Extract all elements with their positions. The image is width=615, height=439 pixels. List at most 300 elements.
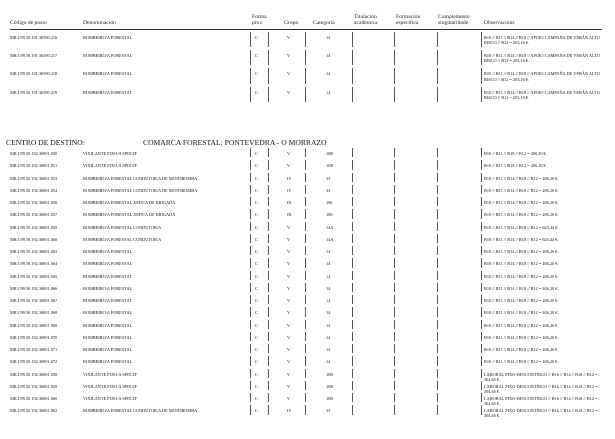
column-separator [394,222,395,231]
cell-categoria: 14A [326,236,334,242]
cell-denominacion: BOMBEIRO/A FORESTAL [83,71,133,77]
col-header-observacions: Observacións [484,20,515,26]
cell-categoria: 33 [326,187,331,193]
cell-observacions: B10 // B11 // B18 // B12 = 406,20 €. [484,163,547,169]
column-separator [352,344,353,353]
column-separator [352,148,353,157]
column-separator [250,185,251,194]
column-separator [268,356,269,365]
cell-forma-prov: C [255,383,258,389]
column-separator [437,197,438,206]
cell-observacions: B10 // B11 // B14 // B18 // B12 = 406,20 €. [484,285,559,291]
cell-codigo: MR.C99.50.192.36801.068 [10,310,58,316]
column-separator [268,258,269,267]
cell-categoria: 33 [326,408,331,414]
cell-observacions: LABORAL FIXO-DESCONTINUO // B16 // B14 // B18 // B12 = 304,65 €. [484,396,598,407]
cell-codigo: MR.C99.50.192.36801.050 [10,151,58,156]
column-separator [394,68,395,83]
cell-forma-prov: C [255,224,258,230]
cell-forma-prov: C [255,408,258,414]
column-separator [352,369,353,378]
cell-forma-prov: C [255,71,258,77]
cell-codigo: MR.C99.50.192.36801.063 [10,249,58,254]
col-header-titulacion: Titulación académica [354,14,378,27]
column-separator [352,393,353,402]
column-separator [394,344,395,353]
cell-codigo: MR.C99.50.192.36801.072 [10,359,58,365]
column-separator [437,356,438,365]
col-header-denominacion: Denominación [83,20,116,26]
column-separator [268,160,269,169]
cell-denominacion: BOMBEIRO/A FORESTAL [83,53,133,59]
cell-grupo: V [287,151,291,156]
cell-observacions: B10 // B11 // B14 // B18 // APOIO CAMPAÑA DE VERÁN ALTO RISCO // B12 = 203,16 €. [484,53,600,64]
column-separator [305,246,306,255]
column-separator [305,173,306,182]
cell-forma-prov: C [255,359,258,365]
col-header-codigo: Código de posto [10,20,47,26]
cell-forma-prov: C [255,322,258,328]
column-separator [268,209,269,218]
cell-observacions: LABORAL FIXO-DESCONTINUO // B16 // B14 // B18 // B12 = 304,65 €. [484,371,598,382]
cell-forma-prov: C [255,151,258,156]
col-header-complemento: Complemento singularidade [438,14,470,27]
column-separator [268,173,269,182]
cell-observacions: B10 // B11 // B18 // B12 = 406,20 €. [484,151,547,156]
column-separator [481,68,482,83]
cell-observacions: B10 // B11 // B14 // B18 // B12 = 623,44 €. [484,224,559,230]
column-separator [437,160,438,169]
column-separator [268,68,269,83]
cell-grupo: V [287,298,291,303]
cell-forma-prov: C [255,396,258,401]
cell-codigo: MR.C99.50.192.36801.064 [10,261,58,267]
column-separator [305,209,306,218]
cell-observacions: B10 // B11 // B14 // B18 // B12 = 406,20 €. [484,200,559,205]
column-separator [305,87,306,102]
column-separator [305,258,306,267]
column-separator [268,87,269,102]
column-separator [352,50,353,65]
cell-codigo: MR.C99.50.192.36801.066 [10,285,58,291]
column-separator [268,246,269,255]
column-separator [352,68,353,83]
column-separator [250,283,251,292]
cell-grupo: III [287,212,292,218]
cell-observacions: B10 // B11 // B14 // B18 // B12 = 406,20 €. [484,187,559,193]
column-separator [437,185,438,194]
column-separator [437,332,438,341]
cell-categoria: 106 [326,200,333,205]
column-separator [481,209,482,218]
column-separator [268,369,269,378]
cell-grupo: V [287,359,291,365]
column-separator [437,393,438,402]
cell-grupo: V [287,371,291,377]
column-separator [352,356,353,365]
column-separator [268,283,269,292]
column-separator [268,381,269,390]
column-separator [268,50,269,65]
cell-grupo: V [287,163,291,169]
cell-denominacion: VIXILANTE FIXO/A SPDCIF [83,371,137,377]
column-separator [305,32,306,47]
cell-denominacion: BOMBEIRO/A FORESTAL [83,261,133,267]
cell-codigo: MR.C99.50.192.36801.054 [10,187,58,193]
cell-forma-prov: C [255,371,258,377]
column-separator [250,258,251,267]
cell-categoria: 106 [326,212,333,218]
column-separator [268,295,269,304]
cell-forma-prov: C [255,175,258,181]
column-separator [481,32,482,47]
column-separator [481,271,482,280]
cell-codigo: MR.C99.50.192.36801.059 [10,224,58,230]
cell-denominacion: BOMBEIRO/A FORESTAL [83,310,133,316]
cell-denominacion: BOMBEIRO/A FORESTAL [83,347,133,352]
column-separator [352,258,353,267]
cell-forma-prov: C [255,187,258,193]
column-separator [250,234,251,243]
cell-categoria: 10B [326,163,334,169]
column-separator [437,295,438,304]
column-separator [481,173,482,182]
column-separator [481,393,482,402]
column-separator [305,148,306,157]
cell-grupo: V [287,89,291,95]
cell-grupo: V [287,347,291,352]
cell-codigo: MR.C99.50.192.36801.060 [10,396,58,401]
cell-observacions: B10 // B11 // B14 // B18 // B12 = 406,20 €. [484,310,559,316]
cell-forma-prov: C [255,236,258,242]
col-header-forma-prov: Forma prov. [252,14,267,27]
column-separator [250,32,251,47]
column-separator [352,32,353,47]
column-separator [250,356,251,365]
column-separator [352,197,353,206]
column-separator [352,160,353,169]
column-separator [437,222,438,231]
column-separator [481,185,482,194]
cell-denominacion: BOMBEIRO/A FORESTAL XEFE/A DE BRIGADA [83,212,176,218]
column-separator [305,356,306,365]
column-separator [437,173,438,182]
cell-observacions: B10 // B11 // B14 // B18 // B12 = 623,44 €. [484,236,559,242]
cell-codigo: MR.C99.50.192.36801.057 [10,212,58,218]
cell-observacions: B10 // B11 // B14 // B18 // APOIO CAMPAÑA DE VERÁN ALTO RISCO // B12 = 203,16 €. [484,89,600,100]
cell-codigo: MR.C99.50.192.36801.069 [10,322,58,328]
column-separator [250,160,251,169]
cell-codigo: MR.C99.50.192.36801.067 [10,298,58,303]
cell-denominacion: BOMBEIRO/A FORESTAL [83,89,133,95]
column-separator [437,234,438,243]
cell-categoria: 14 [326,334,331,340]
cell-grupo: V [287,322,291,328]
column-separator [352,332,353,341]
cell-observacions: B10 // B11 // B14 // B18 // B12 = 406,20 €. [484,249,559,254]
column-separator [250,405,251,414]
cell-denominacion: BOMBEIRO/A FORESTAL CONDUTOR/A DE MOTOBOMBA [83,187,198,193]
cell-categoria: 14 [326,285,331,291]
column-separator [394,258,395,267]
column-separator [250,320,251,329]
cell-observacions: B10 // B11 // B14 // B18 // B12 = 406,20 €. [484,347,559,352]
column-separator [394,320,395,329]
column-separator [481,332,482,341]
column-separator [481,148,482,157]
column-separator [394,369,395,378]
cell-grupo: V [287,53,291,59]
column-separator [352,405,353,414]
cell-observacions: B10 // B11 // B14 // B18 // B12 = 406,20 €. [484,175,559,181]
cell-observacions: B10 // B11 // B14 // B18 // APOIO CAMPAÑA DE VERÁN ALTO RISCO // B12 = 203,16 €. [484,71,600,82]
column-separator [250,197,251,206]
cell-grupo: V [287,224,291,230]
column-separator [481,234,482,243]
cell-denominacion: VIXILANTE FIXO/A SPDCIF [83,383,137,389]
column-separator [352,320,353,329]
column-separator [394,246,395,255]
cell-grupo: V [287,261,291,267]
cell-forma-prov: C [255,298,258,303]
cell-forma-prov: C [255,200,258,205]
column-separator [305,344,306,353]
cell-codigo: MR.C99.50.191.36590.219 [10,89,58,95]
column-separator [437,246,438,255]
cell-denominacion: BOMBEIRO/A FORESTAL [83,359,133,365]
cell-observacions: LABORAL FIXO-DESCONTINUO // B16 // B14 // B18 // B12 = 304,65 €. [484,383,598,394]
cell-categoria: 14 [326,347,331,352]
cell-categoria: 14 [326,310,331,316]
cell-forma-prov: C [255,163,258,169]
cell-denominacion: BOMBEIRO/A FORESTAL CONDUTOR/A DE MOTOBOMBA [83,408,198,414]
column-separator [305,160,306,169]
column-separator [305,405,306,414]
cell-grupo: V [287,71,291,77]
cell-denominacion: BOMBEIRO/A FORESTAL CONDUTOR/A DE MOTOBOMBA [83,175,198,181]
column-separator [352,307,353,316]
column-separator [305,68,306,83]
cell-observacions: LABORAL FIXO-DESCONTINUO // B16 // B14 // B18 // B12 = 304,65 €. [484,408,598,419]
column-separator [268,197,269,206]
cell-denominacion: BOMBEIRO/A FORESTAL [83,298,133,303]
cell-forma-prov: C [255,249,258,254]
column-separator [305,185,306,194]
column-separator [268,234,269,243]
column-separator [268,320,269,329]
column-separator [250,295,251,304]
col-header-grupo: Grupo [284,20,299,26]
column-separator [394,160,395,169]
column-separator [305,381,306,390]
column-separator [394,405,395,414]
cell-codigo: MR.C99.50.192.36801.053 [10,175,58,181]
cell-grupo: V [287,310,291,316]
cell-observacions: B10 // B11 // B14 // B18 // APOIO CAMPAÑA DE VERÁN ALTO RISCO // B12 = 203,16 €. [484,35,600,46]
cell-observacions: B10 // B11 // B14 // B18 // B12 = 406,20 €. [484,334,559,340]
column-separator [437,307,438,316]
section-value: COMARCA FORESTAL: PONTEVEDRA - O MORRAZO [143,138,327,147]
column-separator [437,283,438,292]
cell-forma-prov: C [255,261,258,267]
column-separator [305,197,306,206]
column-separator [352,381,353,390]
cell-grupo: V [287,35,291,40]
cell-denominacion: BOMBEIRO/A FORESTAL CONDUTOR/A [83,236,162,242]
column-separator [250,148,251,157]
column-separator [305,332,306,341]
column-separator [481,160,482,169]
column-separator [394,381,395,390]
column-separator [352,185,353,194]
cell-forma-prov: C [255,89,258,95]
column-separator [394,234,395,243]
cell-grupo: V [287,334,291,340]
column-separator [394,197,395,206]
cell-forma-prov: C [255,334,258,340]
cell-codigo: MR.C99.50.192.36801.065 [10,273,58,279]
column-separator [305,50,306,65]
column-separator [352,87,353,102]
cell-observacions: B10 // B11 // B14 // B18 // B12 = 406,20 €. [484,322,559,328]
column-separator [437,369,438,378]
cell-forma-prov: C [255,273,258,279]
column-separator [481,87,482,102]
cell-codigo: MR.C99.50.192.36801.070 [10,334,58,340]
cell-forma-prov: C [255,285,258,291]
column-separator [305,320,306,329]
column-separator [481,307,482,316]
column-separator [481,369,482,378]
cell-categoria: 33 [326,175,331,181]
cell-codigo: MR.C99.50.192.36801.062 [10,408,58,414]
column-separator [268,32,269,47]
cell-grupo: V [287,396,291,401]
column-separator [437,209,438,218]
column-separator [437,320,438,329]
column-separator [481,344,482,353]
cell-codigo: MR.C99.50.192.36801.051 [10,163,58,169]
cell-codigo: MR.C99.50.191.36590.216 [10,35,58,40]
column-separator [268,222,269,231]
column-separator [481,295,482,304]
cell-denominacion: VIXILANTE FIXO/A SPDCIF [83,163,137,169]
cell-categoria: 14 [326,273,331,279]
column-separator [481,320,482,329]
column-separator [305,234,306,243]
cell-categoria: 14 [326,35,331,40]
cell-codigo: MR.C99.50.191.36590.217 [10,53,58,59]
column-separator [268,148,269,157]
cell-denominacion: VIXILANTE FIXO/A SPDCIF [83,151,137,156]
cell-categoria: 10B [326,371,334,377]
cell-categoria: 14 [326,298,331,303]
cell-grupo: IV [287,175,292,181]
cell-categoria: 14 [326,261,331,267]
column-separator [394,307,395,316]
cell-categoria: 14 [326,71,331,77]
col-header-categoria: Categoría [313,20,335,26]
cell-grupo: V [287,285,291,291]
column-separator [352,271,353,280]
column-separator [437,405,438,414]
cell-denominacion: BOMBEIRO/A FORESTAL [83,249,133,254]
column-separator [394,50,395,65]
column-separator [437,381,438,390]
column-separator [437,32,438,47]
column-separator [250,381,251,390]
cell-grupo: V [287,273,291,279]
column-separator [394,393,395,402]
column-separator [481,405,482,414]
column-separator [250,332,251,341]
cell-forma-prov: C [255,53,258,59]
column-separator [481,50,482,65]
column-separator [394,283,395,292]
column-separator [394,209,395,218]
column-separator [268,307,269,316]
cell-denominacion: VIXILANTE FIXO/A SPDCIF [83,396,137,401]
column-separator [394,332,395,341]
column-separator [437,50,438,65]
cell-observacions: B10 // B11 // B14 // B18 // B12 = 406,20 €. [484,298,559,303]
cell-categoria: 14 [326,89,331,95]
column-separator [250,246,251,255]
column-separator [352,173,353,182]
column-separator [305,283,306,292]
col-header-formacion: Formación específica [396,14,421,27]
cell-denominacion: BOMBEIRO/A FORESTAL [83,273,133,279]
column-separator [268,332,269,341]
cell-grupo: V [287,249,291,254]
column-separator [352,234,353,243]
column-separator [250,307,251,316]
cell-codigo: MR.C99.50.192.36801.056 [10,200,58,205]
column-separator [481,197,482,206]
column-separator [394,356,395,365]
column-separator [481,356,482,365]
column-separator [481,222,482,231]
column-separator [437,271,438,280]
column-separator [268,405,269,414]
column-separator [268,344,269,353]
cell-categoria: 14 [326,53,331,59]
column-separator [437,68,438,83]
cell-forma-prov: C [255,212,258,218]
cell-observacions: B10 // B11 // B14 // B18 // B12 = 406,20 €. [484,261,559,267]
cell-forma-prov: C [255,35,258,40]
column-separator [268,185,269,194]
cell-denominacion: BOMBEIRO/A FORESTAL [83,334,133,340]
cell-forma-prov: C [255,347,258,352]
cell-grupo: V [287,383,291,389]
cell-grupo: IV [287,187,292,193]
column-separator [394,32,395,47]
column-separator [250,271,251,280]
column-separator [394,173,395,182]
column-separator [394,185,395,194]
column-separator [305,307,306,316]
column-separator [250,209,251,218]
cell-categoria: 10B [326,151,334,156]
cell-denominacion: BOMBEIRO/A FORESTAL CONDUTOR/A [83,224,162,230]
column-separator [250,50,251,65]
column-separator [394,295,395,304]
cell-observacions: B10 // B11 // B14 // B18 // B12 = 406,20 €. [484,212,559,218]
column-separator [250,87,251,102]
column-separator [437,87,438,102]
column-separator [352,209,353,218]
